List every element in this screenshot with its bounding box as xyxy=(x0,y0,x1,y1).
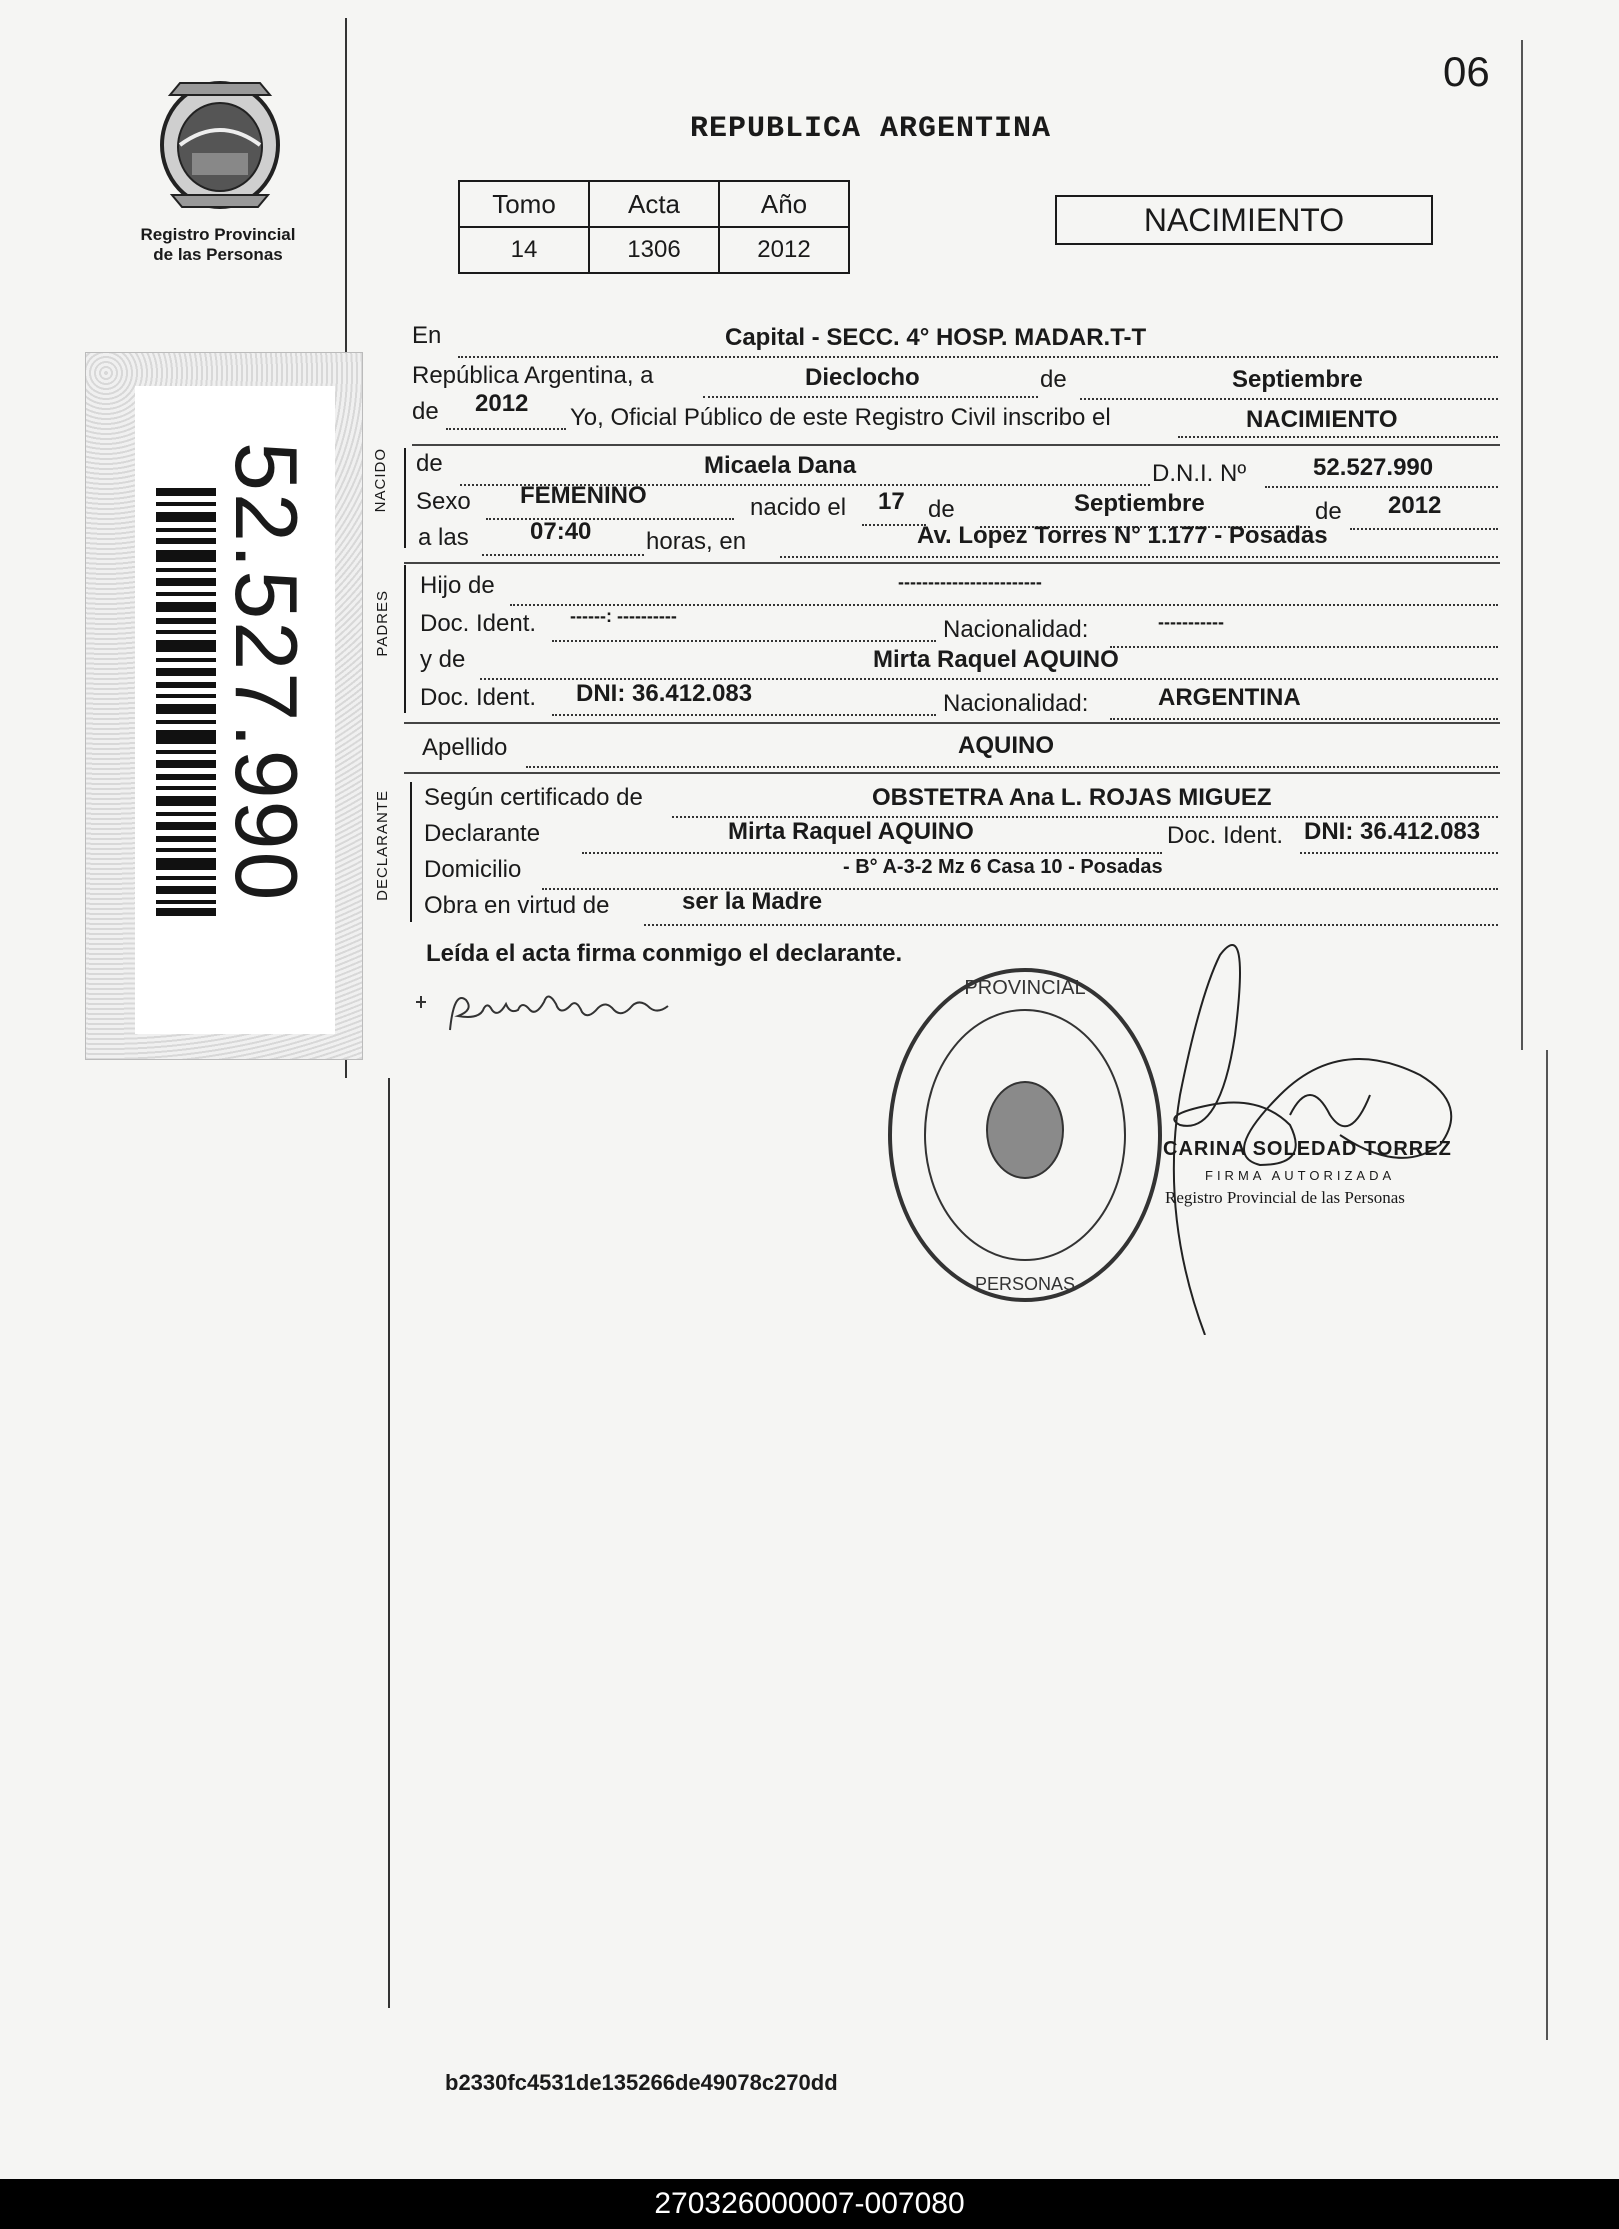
declarante-label: Declarante xyxy=(424,820,541,847)
apellido-value: AQUINO xyxy=(958,732,1054,759)
republica-label: República Argentina, a xyxy=(412,362,654,389)
nac2-label: Nacionalidad: xyxy=(943,690,1089,717)
obra-label: Obra en virtud de xyxy=(424,892,610,919)
madre-value: Mirta Raquel AQUINO xyxy=(873,646,1119,673)
apellido-label: Apellido xyxy=(422,734,508,761)
province-emblem xyxy=(150,75,290,215)
doc2-value: DNI: 36.412.083 xyxy=(576,680,753,707)
section-rule-4 xyxy=(404,772,1500,774)
domicilio-value: - B° A-3-2 Mz 6 Casa 10 - Posadas xyxy=(843,856,1163,878)
signer-name: CARINA SOLEDAD TORREZ xyxy=(1163,1138,1452,1160)
hour-value: 07:40 xyxy=(530,518,592,545)
birth-place: Av. Lopez Torres N° 1.177 - Posadas xyxy=(917,522,1328,549)
de-label: de xyxy=(1040,366,1067,393)
side-label-declarante: DECLARANTE xyxy=(374,790,391,901)
nac1-label: Nacionalidad: xyxy=(943,616,1089,643)
document-title: REPUBLICA ARGENTINA xyxy=(690,112,1052,146)
nombre-label: de xyxy=(416,450,443,477)
side-label-padres: PADRES xyxy=(374,590,391,657)
nacido-bracket xyxy=(404,448,406,548)
section-rule-2 xyxy=(404,562,1500,564)
tomo-header: Tomo xyxy=(459,181,589,227)
registry-table xyxy=(458,180,850,274)
certificado-label: Según certificado de xyxy=(424,784,643,811)
birth-day: 17 xyxy=(878,488,905,515)
a-las-label: a las xyxy=(418,524,469,551)
birth-year: 2012 xyxy=(1388,492,1442,519)
birth-month: Septiembre xyxy=(1074,490,1205,517)
barcode-number: 52.527.990 xyxy=(217,442,316,903)
acta-value: 1306 xyxy=(589,227,719,273)
doc1-label: Doc. Ident. xyxy=(420,610,537,637)
nac2-value: ARGENTINA xyxy=(1158,684,1301,711)
month-value: Septiembre xyxy=(1232,366,1363,393)
anio-value: 2012 xyxy=(719,227,849,273)
acta-header: Acta xyxy=(589,181,719,227)
signer-org: Registro Provincial de las Personas xyxy=(1165,1188,1405,1207)
doc1-value: ------: ---------- xyxy=(570,606,677,626)
birth-de-label: de xyxy=(928,496,955,523)
hijo-label: Hijo de xyxy=(420,572,495,599)
declarante-value: Mirta Raquel AQUINO xyxy=(728,818,974,845)
official-stamp xyxy=(875,960,1175,1310)
padres-bracket xyxy=(404,565,406,713)
nombre-value: Micaela Dana xyxy=(704,452,857,479)
declarant-signature xyxy=(410,980,710,1050)
certificado-value: OBSTETRA Ana L. ROJAS MIGUEZ xyxy=(872,784,1272,811)
nac1-value: ----------- xyxy=(1158,612,1224,632)
anio-header: Año xyxy=(719,181,849,227)
hijo-value: ------------------------ xyxy=(898,572,1042,592)
svg-text:PERSONAS: PERSONAS xyxy=(974,1274,1076,1294)
declarante-bracket xyxy=(410,782,412,922)
svg-text:PROVINCIAL: PROVINCIAL xyxy=(964,977,1086,999)
emblem-caption-line2: de las Personas xyxy=(153,245,283,264)
year-prefix: de xyxy=(412,398,439,425)
doc2-label: Doc. Ident. xyxy=(420,684,537,711)
dni-label: D.N.I. Nº xyxy=(1152,460,1247,487)
decl-doc-label: Doc. Ident. xyxy=(1167,822,1284,849)
margin-rule-lower xyxy=(388,1078,390,2008)
birth-year-label: de xyxy=(1315,498,1342,525)
horas-en-label: horas, en xyxy=(646,528,747,555)
sexo-value: FEMENINO xyxy=(520,482,647,509)
barcode xyxy=(156,488,216,916)
year-value: 2012 xyxy=(475,390,529,417)
decl-doc-value: DNI: 36.412.083 xyxy=(1304,818,1481,845)
en-label: En xyxy=(412,322,442,349)
section-rule-3 xyxy=(404,722,1500,724)
dni-value: 52.527.990 xyxy=(1313,454,1434,481)
footer-id-bar: 270326000007-007080 xyxy=(0,2179,1619,2229)
document-hash: b2330fc4531de135266de49078c270dd xyxy=(445,2070,838,2095)
en-value: Capital - SECC. 4° HOSP. MADAR.T-T xyxy=(725,324,1147,351)
emblem-caption-line1: Registro Provincial xyxy=(140,225,296,244)
closing-statement: Leída el acta firma conmigo el declarante. xyxy=(426,940,903,967)
oficial-text: Yo, Oficial Público de este Registro Civil inscribo el xyxy=(570,404,1111,431)
page-number: 06 xyxy=(1443,48,1490,95)
right-edge-rule xyxy=(1521,40,1523,1050)
emblem-caption xyxy=(118,225,318,265)
signer-role: FIRMA AUTORIZADA xyxy=(1205,1168,1396,1183)
right-edge-rule-lower xyxy=(1546,1050,1548,2040)
section-rule-1 xyxy=(412,444,1500,446)
tomo-value: 14 xyxy=(459,227,589,273)
authorized-signature xyxy=(1140,915,1480,1335)
nacido-el-label: nacido el xyxy=(750,494,847,521)
sexo-label: Sexo xyxy=(416,488,471,515)
side-label-nacido: NACIDO xyxy=(372,448,389,513)
day-words: Dieclocho xyxy=(805,364,920,391)
inscribo-value: NACIMIENTO xyxy=(1246,406,1398,433)
obra-value: ser la Madre xyxy=(682,888,823,915)
yde-label: y de xyxy=(420,646,466,673)
record-type-box: NACIMIENTO xyxy=(1055,195,1433,245)
domicilio-label: Domicilio xyxy=(424,856,522,883)
